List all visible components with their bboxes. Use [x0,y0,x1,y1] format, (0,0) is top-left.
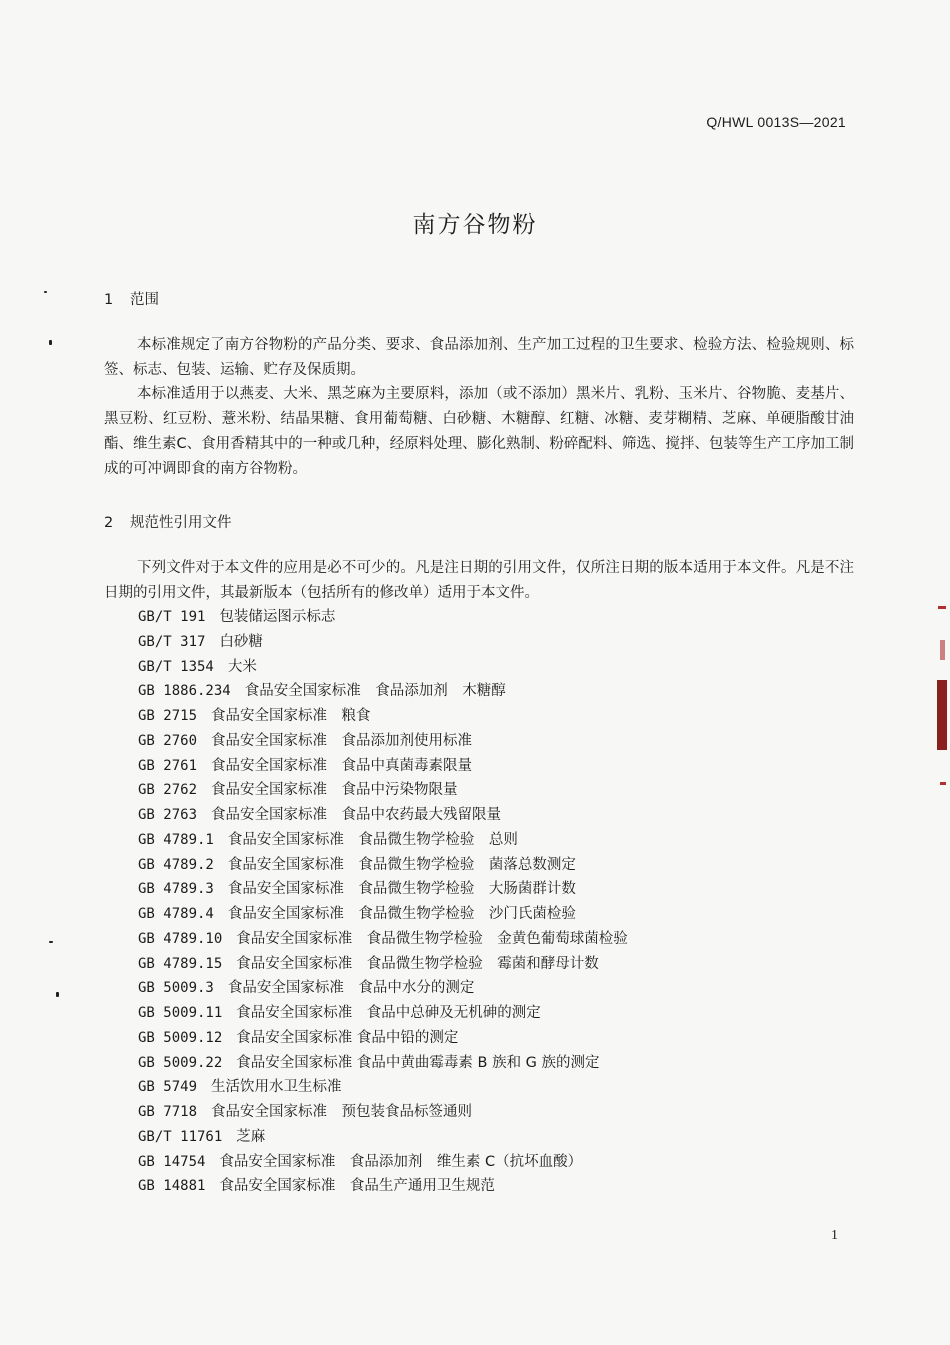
section-number: 2 [104,515,114,531]
reference-code: GB 4789.15 [138,955,223,972]
scan-speck [49,340,52,345]
reference-code: GB 2763 [138,807,198,823]
reference-title: 食品安全国家标准 食品微生物学检验 大肠菌群计数 [227,881,576,898]
reference-code: GB 14881 [138,1178,206,1195]
scan-speck [44,291,47,293]
reference-code: GB 7718 [138,1104,198,1120]
reference-title: 白砂糖 [219,633,263,650]
reference-code: GB/T 1354 [138,658,214,675]
scope-paragraph-1: 本标准规定了南方谷物粉的产品分类、要求、食品添加剂、生产加工过程的卫生要求、检验方法、检验规则、标签、标志、包装、运输、贮存及保质期。 [104,337,854,378]
reference-title: 食品安全国家标准 食品中黄曲霉毒素 B 族和 G 族的测定 [236,1054,600,1071]
reference-item [138,1075,628,1100]
reference-title: 食品安全国家标准 预包装食品标签通则 [211,1104,473,1120]
reference-title: 包装储运图示标志 [219,609,336,625]
scope-paragraph-2: 本标准适用于以燕麦、大米、黑芝麻为主要原料，添加（或不添加）黑米片、乳粉、玉米片、谷物脆、麦基片、黑豆粉、红豆粉、薏米粉、结晶果糖、食用葡萄糖、白砂糖、木糖醇、红糖、冰糖、麦芽糊精、芝麻、单硬脂酸甘油酯、维生素C、食用香精其中的一种或几种，经原料处理、膨化熟制、粉碎配料、筛选、搅拌、包装等生产工序加工制成的可冲调即食的南方谷物粉。 [104,386,854,477]
reference-item [138,1001,628,1026]
reference-item [138,778,628,803]
reference-code: GB 14754 [138,1153,206,1170]
reference-title: 食品安全国家标准 食品微生物学检验 沙门氏菌检验 [227,906,576,922]
reference-item [138,902,628,927]
reference-title: 食品安全国家标准 食品中水分的测定 [227,980,475,997]
scan-speck [49,941,53,943]
reference-code: GB 4789.1 [138,831,214,848]
reference-title: 食品安全国家标准 粮食 [211,708,371,724]
reference-title: 食品安全国家标准 食品中铅的测定 [236,1029,459,1046]
reference-title: 大米 [227,658,257,675]
section-1-heading [104,288,159,309]
page-number: 1 [831,1228,838,1243]
reference-item [138,704,628,729]
reference-code: GB 5009.3 [138,980,214,997]
reference-code: GB 5749 [138,1079,198,1096]
reference-code: GB 2760 [138,732,198,749]
reference-item [138,877,628,902]
reference-item [138,952,628,977]
reference-title: 生活饮用水卫生标准 [211,1079,342,1096]
reference-code: GB 4789.4 [138,906,214,922]
reference-item [138,1174,628,1199]
reference-title: 食品安全国家标准 食品微生物学检验 总则 [227,831,518,848]
edge-stain [937,680,947,750]
reference-item [138,679,628,704]
reference-item [138,1026,628,1051]
reference-title: 食品安全国家标准 食品中总砷及无机砷的测定 [236,1005,541,1021]
reference-item [138,1125,628,1150]
reference-title: 食品安全国家标准 食品微生物学检验 霉菌和酵母计数 [236,955,599,972]
normative-references-intro: 下列文件对于本文件的应用是必不可少的。凡是注日期的引用文件，仅所注日期的版本适用于本文件。凡是不注日期的引用文件，其最新版本（包括所有的修改单）适用于本文件。 [104,560,854,601]
reference-code: GB 1886.234 [138,683,231,700]
reference-code: GB 5009.22 [138,1054,223,1071]
reference-title: 食品安全国家标准 食品添加剂 维生素 C（抗坏血酸） [219,1153,583,1170]
reference-code: GB 4789.3 [138,881,214,898]
reference-code: GB/T 11761 [138,1128,223,1145]
reference-title: 食品安全国家标准 食品添加剂使用标准 [211,732,473,749]
section-title: 范围 [130,292,159,308]
document-title: 南方谷物粉 [412,212,538,238]
reference-item [138,630,628,655]
reference-code: GB 4789.2 [138,856,214,873]
reference-item [138,1051,628,1076]
reference-item [138,729,628,754]
reference-item [138,655,628,680]
reference-title: 食品安全国家标准 食品中污染物限量 [211,782,458,799]
reference-title: 食品安全国家标准 食品添加剂 木糖醇 [244,683,506,700]
reference-code: GB 5009.12 [138,1029,223,1046]
reference-title: 食品安全国家标准 食品中农药最大残留限量 [211,807,502,823]
section-number: 1 [104,292,114,308]
reference-item [138,605,628,630]
edge-stain [940,782,946,785]
reference-item [138,1150,628,1175]
reference-item [138,803,628,828]
reference-code: GB 5009.11 [138,1005,223,1021]
reference-title: 食品安全国家标准 食品生产通用卫生规范 [219,1178,495,1195]
reference-list [138,605,628,1199]
reference-item [138,754,628,779]
reference-code: GB 2715 [138,708,198,724]
reference-code: GB 4789.10 [138,930,223,947]
reference-code: GB 2762 [138,782,198,799]
reference-item [138,1100,628,1125]
section-2-heading [104,511,232,532]
reference-code: GB 2761 [138,757,198,774]
reference-code: GB/T 317 [138,633,206,650]
edge-stain [940,640,945,660]
edge-stain [938,606,946,609]
section-title: 规范性引用文件 [130,515,232,531]
reference-item [138,853,628,878]
standard-code: Q/HWL 0013S—2021 [706,114,846,130]
reference-title: 芝麻 [236,1128,266,1145]
reference-code: GB/T 191 [138,609,206,625]
reference-title: 食品安全国家标准 食品微生物学检验 菌落总数测定 [227,856,576,873]
reference-item [138,828,628,853]
scan-speck [56,992,59,997]
reference-item [138,976,628,1001]
reference-item [138,927,628,952]
reference-title: 食品安全国家标准 食品中真菌毒素限量 [211,757,473,774]
reference-title: 食品安全国家标准 食品微生物学检验 金黄色葡萄球菌检验 [236,930,628,947]
